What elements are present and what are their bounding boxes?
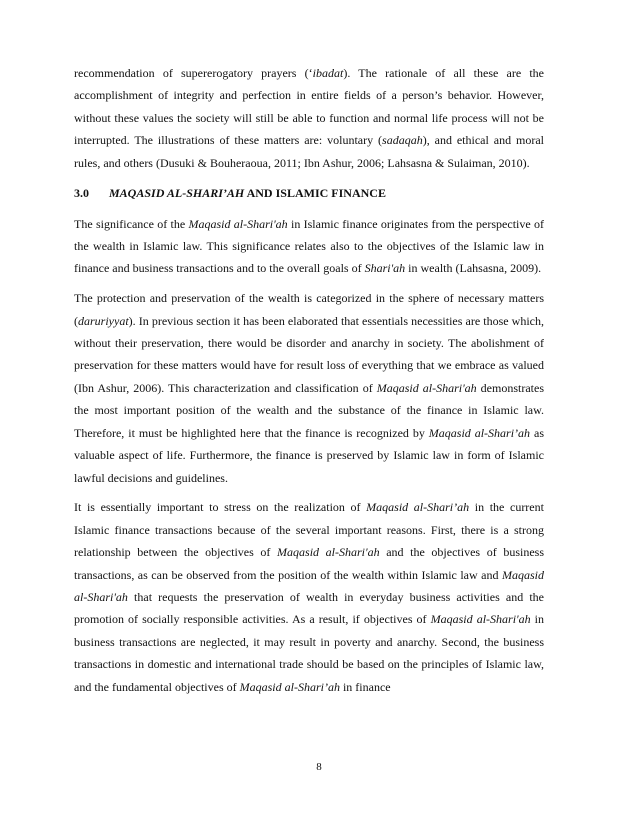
section-number: 3.0 xyxy=(74,185,89,200)
paragraph-realization: It is essentially important to stress on the realization of Maqasid al-Shari’ah in the current Islamic finance transactions because of the several important reasons. First, there is a strong relationship between the objectives of Maqasid al-Shari'ah and the objectives of business transactions, as can be observed from the position of the wealth within Islamic law and Maqasid al-Shari'ah that requests the preservation of wealth in everyday business activities and the promotion of socially responsible activities. As a result, if objectives of Maqasid al-Shari'ah in business transactions are neglected, it may result in poverty and anarchy. Second, the business transactions in domestic and international trade should be based on the principles of Islamic law, and the fundamental objectives of Maqasid al-Shari’ah in finance xyxy=(74,500,544,694)
document-page xyxy=(74,62,544,706)
paragraph-supererogatory: recommendation of supererogatory prayers (‘ibadat). The rationale of all these are the accomplishment of integrity and perfection in entire fields of a person’s behavior. However, without these values the society will still be able to function and normal life process will not be interrupted. The illustrations of these matters are: voluntary (sadaqah), and ethical and moral rules, and others (Dusuki & Bouheraoua, 2011; Ibn Ashur, 2006; Lahsasna & Sulaiman, 2010). xyxy=(74,66,544,170)
paragraph-significance: The significance of the Maqasid al-Shari'ah in Islamic finance originates from the perspective of the wealth in Islamic law. This significance relates also to the objectives of the Islamic law in finance and business transactions and to the overall goals of Shari'ah in wealth (Lahsasna, 2009). xyxy=(74,216,544,276)
section-heading xyxy=(74,182,544,204)
page-number: 8 xyxy=(316,761,322,773)
paragraph-protection: The protection and preservation of the wealth is categorized in the sphere of necessary matters (daruriyyat). In previous section it has been elaborated that essentials necessities are those which, without their preservation, there would be disorder and anarchy in society. The abolishment of preservation for these matters would have for result loss of everything that we embrace as valued (Ibn Ashur, 2006). This characterization and classification of Maqasid al-Shari'ah demonstrates the most important position of the wealth and the substance of the finance in Islamic law. Therefore, it must be highlighted here that the finance is recognized by Maqasid al-Shari’ah as valuable aspect of life. Furthermore, the finance is preserved by Islamic law in form of Islamic lawful decisions and guidelines. xyxy=(74,291,544,485)
section-title-rest: AND ISLAMIC FINANCE xyxy=(244,185,386,200)
section-title-italic: MAQASID AL-SHARI’AH xyxy=(109,185,245,200)
